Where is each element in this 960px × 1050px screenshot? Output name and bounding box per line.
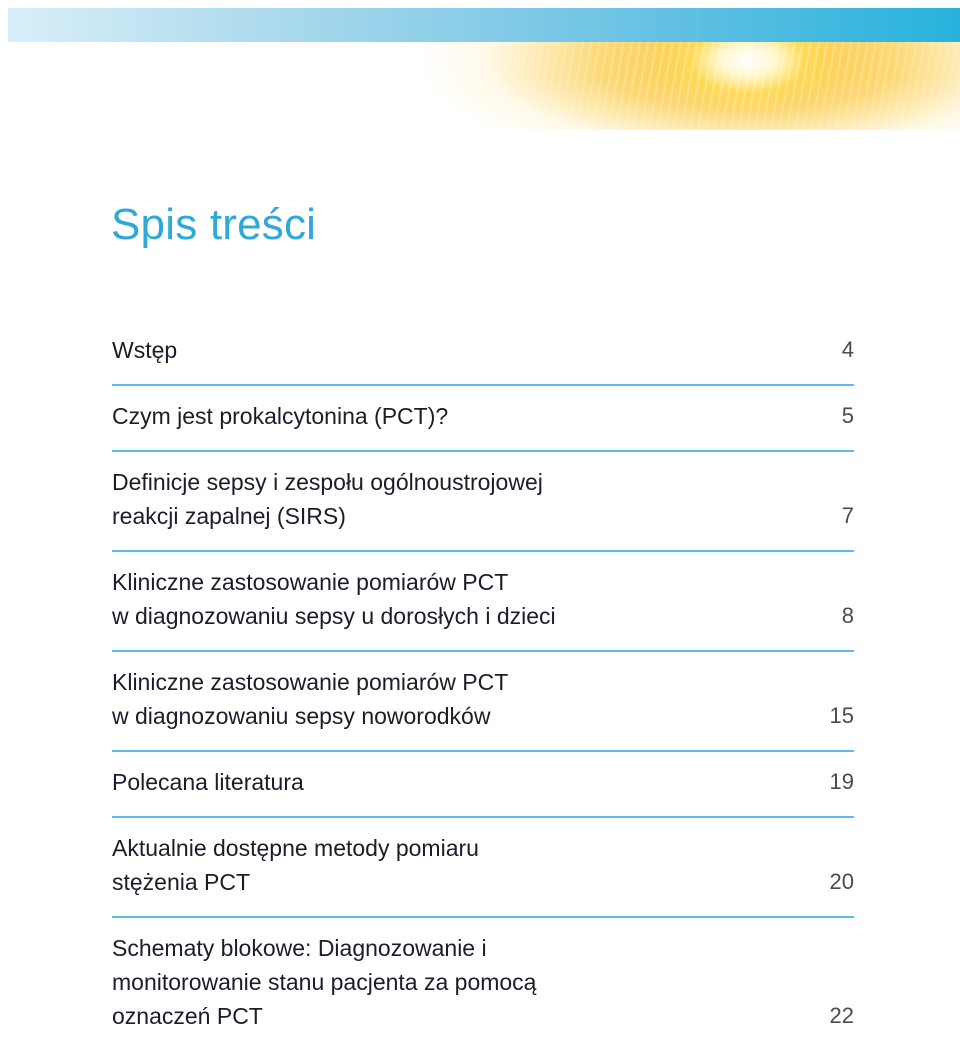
toc-entry-title: Definicje sepsy i zespołu ogólnoustrojowej reakcji zapalnej (SIRS) <box>112 469 543 529</box>
toc-entry-page: 20 <box>829 869 854 894</box>
toc-entry-page: 7 <box>841 503 854 528</box>
page-title: Spis treści <box>111 200 317 249</box>
table-of-contents <box>112 320 854 1050</box>
toc-entry-title: Czym jest prokalcytonina (PCT)? <box>112 403 449 429</box>
toc-entry[interactable] <box>112 552 854 652</box>
toc-entry-title: Aktualnie dostępne metody pomiaru stężenia PCT <box>112 835 479 895</box>
sun-rays-graphic <box>520 42 960 130</box>
toc-entry-title: Polecana literatura <box>112 769 304 795</box>
toc-entry-title: Kliniczne zastosowanie pomiarów PCT w diagnozowaniu sepsy u dorosłych i dzieci <box>112 569 556 629</box>
toc-entry-title: Kliniczne zastosowanie pomiarów PCT w diagnozowaniu sepsy noworodków <box>112 669 509 729</box>
header-blue-bar <box>8 8 960 42</box>
header-banner <box>0 0 960 130</box>
toc-entry-page: 19 <box>829 769 854 794</box>
toc-entry-title: Wstęp <box>112 337 178 363</box>
toc-entry-page: 22 <box>829 1003 854 1028</box>
toc-entry-page: 8 <box>841 603 854 628</box>
toc-entry[interactable] <box>112 320 854 386</box>
toc-entry[interactable] <box>112 386 854 452</box>
toc-entry-page: 5 <box>841 403 854 428</box>
toc-entry[interactable] <box>112 652 854 752</box>
toc-entry[interactable] <box>112 452 854 552</box>
toc-entry[interactable] <box>112 752 854 818</box>
toc-entry[interactable] <box>112 818 854 918</box>
toc-entry[interactable] <box>112 918 854 1050</box>
toc-entry-title: Schematy blokowe: Diagnozowanie i monitorowanie stanu pacjenta za pomocą oznaczeń PCT <box>112 935 537 1029</box>
toc-entry-page: 15 <box>829 703 854 728</box>
toc-entry-page: 4 <box>841 337 854 362</box>
